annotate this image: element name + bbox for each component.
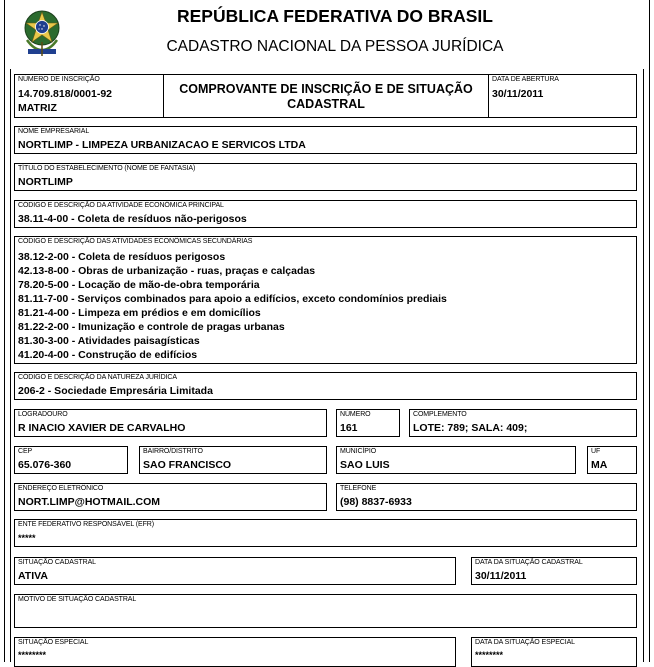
registry-subtitle: CADASTRO NACIONAL DA PESSOA JURÍDICA bbox=[166, 38, 504, 55]
cep-label: CEP bbox=[18, 448, 33, 455]
motivo-label: MOTIVO DE SITUAÇÃO CADASTRAL bbox=[18, 596, 137, 603]
logradouro-value: R INACIO XAVIER DE CARVALHO bbox=[18, 422, 186, 434]
data-situacao-especial-value: ******** bbox=[475, 650, 504, 660]
fantasia-box bbox=[14, 163, 637, 191]
comprovante-title bbox=[164, 82, 488, 112]
list-item: 78.20-5-00 - Locação de mão-de-obra temporária bbox=[18, 279, 260, 291]
list-item: 42.13-8-00 - Obras de urbanização - ruas, praças e calçadas bbox=[18, 265, 316, 277]
bairro-value: SAO FRANCISCO bbox=[143, 459, 232, 471]
data-situacao-label: DATA DA SITUAÇÃO CADASTRAL bbox=[475, 559, 583, 566]
coat-of-arms-emblem bbox=[20, 6, 64, 58]
situacao-especial-box bbox=[14, 637, 456, 667]
list-item: 38.12-2-00 - Coleta de resíduos perigosos bbox=[18, 251, 226, 263]
email-box bbox=[14, 483, 327, 511]
fantasia-label: TÍTULO DO ESTABELECIMENTO (NOME DE FANTASIA) bbox=[18, 165, 196, 172]
numero-label: NÚMERO bbox=[340, 411, 371, 418]
cep-box bbox=[14, 446, 128, 474]
list-item: 41.20-4-00 - Construção de edifícios bbox=[18, 349, 198, 361]
logradouro-box bbox=[14, 409, 327, 437]
abertura-value: 30/11/2011 bbox=[492, 88, 544, 100]
efr-label: ENTE FEDERATIVO RESPONSÁVEL (EFR) bbox=[18, 521, 154, 528]
data-situacao-value: 30/11/2011 bbox=[475, 570, 527, 582]
list-item: 81.11-7-00 - Serviços combinados para apoio a edifícios, exceto condomínios prediais bbox=[18, 293, 447, 305]
efr-value: ***** bbox=[18, 533, 36, 543]
abertura-box bbox=[488, 74, 637, 118]
situacao-box bbox=[14, 557, 456, 585]
atividade-principal-box bbox=[14, 200, 637, 228]
situacao-value: ATIVA bbox=[18, 570, 48, 582]
data-situacao-especial-box bbox=[471, 637, 637, 667]
municipio-label: MUNICÍPIO bbox=[340, 448, 377, 455]
list-item: 81.21-4-00 - Limpeza em prédios e em domicílios bbox=[18, 307, 261, 319]
email-label: ENDEREÇO ELETRÔNICO bbox=[18, 485, 104, 492]
telefone-label: TELEFONE bbox=[340, 485, 377, 492]
municipio-value: SAO LUIS bbox=[340, 459, 390, 471]
atividade-principal-label: CÓDIGO E DESCRIÇÃO DA ATIVIDADE ECONÔMICA PRINCIPAL bbox=[18, 202, 224, 209]
natureza-juridica-label: CÓDIGO E DESCRIÇÃO DA NATUREZA JURÍDICA bbox=[18, 374, 177, 381]
atividade-principal-value: 38.11-4-00 - Coleta de resíduos não-perigosos bbox=[18, 213, 247, 225]
efr-box bbox=[14, 519, 637, 547]
fantasia-value: NORTLIMP bbox=[18, 176, 73, 188]
bairro-box bbox=[139, 446, 327, 474]
abertura-label: DATA DE ABERTURA bbox=[492, 76, 559, 83]
uf-label: UF bbox=[591, 448, 601, 455]
list-item: 81.30-3-00 - Atividades paisagísticas bbox=[18, 335, 200, 347]
municipio-box bbox=[336, 446, 576, 474]
atividades-secundarias-box bbox=[14, 236, 637, 364]
situacao-label: SITUAÇÃO CADASTRAL bbox=[18, 559, 96, 566]
situacao-especial-value: ******** bbox=[18, 650, 47, 660]
complemento-label: COMPLEMENTO bbox=[413, 411, 467, 418]
nome-empresarial-value: NORTLIMP - LIMPEZA URBANIZACAO E SERVICOS LTDA bbox=[18, 139, 306, 151]
list-item: 81.22-2-00 - Imunização e controle de pragas urbanas bbox=[18, 321, 285, 333]
comprovante-title-line2: CADASTRAL bbox=[287, 97, 365, 111]
uf-value: MA bbox=[591, 459, 608, 471]
situacao-especial-label: SITUAÇÃO ESPECIAL bbox=[18, 639, 89, 646]
inscricao-box bbox=[14, 74, 164, 118]
uf-box bbox=[587, 446, 637, 474]
natureza-juridica-box bbox=[14, 372, 637, 400]
inscricao-label: NÚMERO DE INSCRIÇÃO bbox=[18, 76, 100, 83]
country-title: REPÚBLICA FEDERATIVA DO BRASIL bbox=[177, 6, 493, 26]
inscricao-type: MATRIZ bbox=[18, 102, 57, 114]
telefone-value: (98) 8837-6933 bbox=[340, 496, 412, 508]
nome-empresarial-label: NOME EMPRESARIAL bbox=[18, 128, 90, 135]
comprovante-box bbox=[163, 74, 489, 118]
logradouro-label: LOGRADOURO bbox=[18, 411, 68, 418]
motivo-box bbox=[14, 594, 637, 628]
data-situacao-especial-label: DATA DA SITUAÇÃO ESPECIAL bbox=[475, 639, 575, 646]
natureza-juridica-value: 206-2 - Sociedade Empresária Limitada bbox=[18, 385, 213, 397]
numero-value: 161 bbox=[340, 422, 358, 434]
atividades-secundarias-list bbox=[18, 250, 447, 362]
telefone-box bbox=[336, 483, 637, 511]
complemento-value: LOTE: 789; SALA: 409; bbox=[413, 422, 528, 434]
data-situacao-box bbox=[471, 557, 637, 585]
nome-empresarial-box bbox=[14, 126, 637, 154]
cep-value: 65.076-360 bbox=[18, 459, 72, 471]
cnpj-value: 14.709.818/0001-92 bbox=[18, 88, 113, 100]
numero-box bbox=[336, 409, 400, 437]
complemento-box bbox=[409, 409, 637, 437]
atividades-secundarias-label: CÓDIGO E DESCRIÇÃO DAS ATIVIDADES ECONÔMICAS SECUNDÁRIAS bbox=[18, 238, 253, 245]
bairro-label: BAIRRO/DISTRITO bbox=[143, 448, 203, 455]
email-value: NORT.LIMP@HOTMAIL.COM bbox=[18, 496, 161, 508]
comprovante-title-line1: COMPROVANTE DE INSCRIÇÃO E DE SITUAÇÃO bbox=[179, 82, 473, 96]
